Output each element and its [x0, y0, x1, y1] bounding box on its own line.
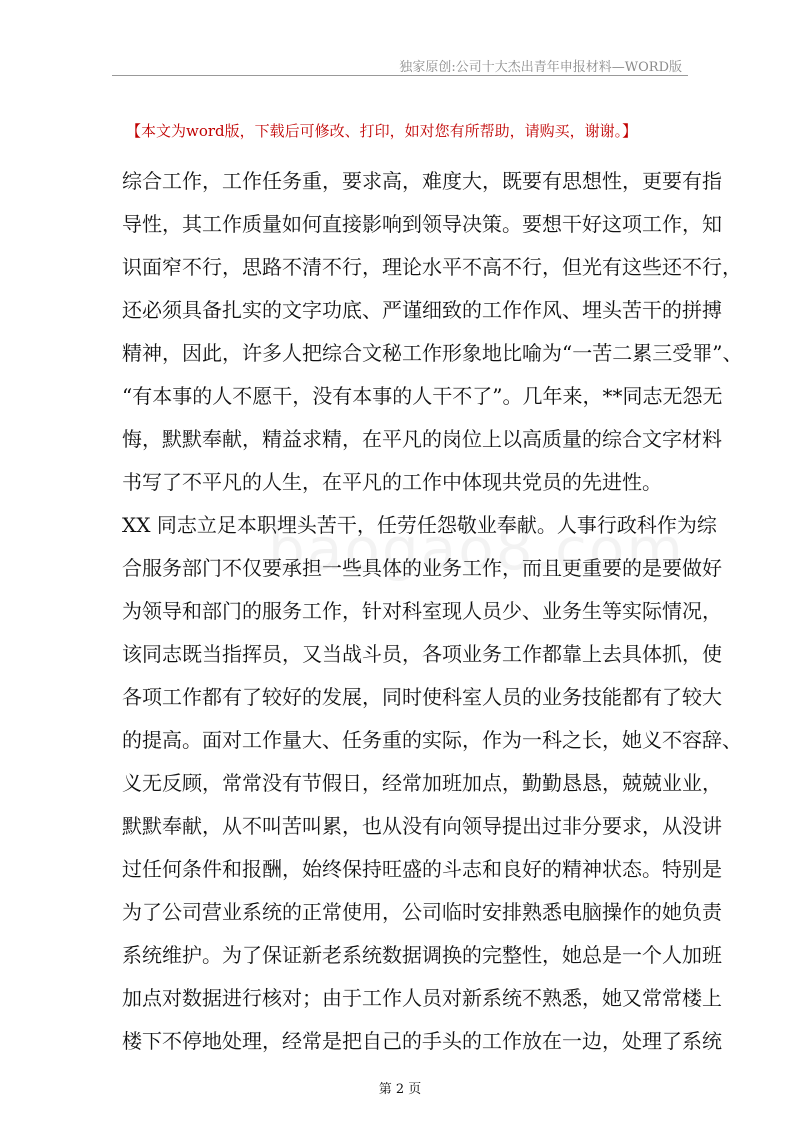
header-divider: [112, 75, 688, 76]
text-line: 识面窄不行，思路不清不行，理论水平不高不行，但光有这些还不行，: [122, 255, 742, 279]
text-line: 精神，因此，许多人把综合文秘工作形象地比喻为“一苦二累三受罪”、: [122, 341, 743, 365]
text-line: XX 同志立足本职埋头苦干，任劳任怨敬业奉献。人事行政科作为综: [122, 513, 717, 537]
text-line: 导性，其工作质量如何直接影响到领导决策。要想干好这项工作，知: [122, 212, 722, 236]
text-line: 加点对数据进行核对；由于工作人员对新系统不熟悉，她又常常楼上: [122, 986, 722, 1010]
purchase-notice: 【本文为word版，下载后可修改、打印，如对您有所帮助，请购买，谢谢。】: [126, 122, 638, 140]
text-line: 默默奉献，从不叫苦叫累，也从没有向领导提出过非分要求，从没讲: [122, 814, 722, 838]
paragraph-2: [122, 504, 742, 1063]
text-line: 合服务部门不仅要承担一些具体的业务工作，而且更重要的是要做好: [122, 556, 722, 580]
text-line: 综合工作，工作任务重，要求高，难度大，既要有思想性，更要有指: [122, 169, 722, 193]
text-line: 义无反顾，常常没有节假日，经常加班加点，勤勤恳恳，兢兢业业，: [122, 771, 722, 795]
text-line: 系统维护。为了保证新老系统数据调换的完整性，她总是一个人加班: [122, 943, 722, 967]
text-line: 该同志既当指挥员，又当战斗员，各项业务工作都靠上去具体抓，使: [122, 642, 722, 666]
text-line: 的提高。面对工作量大、任务重的实际，作为一科之长，她义不容辞、: [122, 728, 742, 752]
text-line: 过任何条件和报酬，始终保持旺盛的斗志和良好的精神状态。特别是: [122, 857, 722, 881]
text-line: 还必须具备扎实的文字功底、严谨细致的工作作风、埋头苦干的拼搏: [122, 298, 722, 322]
paragraph-1: [122, 160, 743, 504]
text-line: 书写了不平凡的人生，在平凡的工作中体现共党员的先进性。: [122, 470, 662, 494]
text-line: 各项工作都有了较好的发展，同时使科室人员的业务技能都有了较大: [122, 685, 722, 709]
document-body: [122, 160, 743, 1063]
text-line: 为领导和部门的服务工作，针对科室现人员少、业务生等实际情况，: [122, 599, 722, 623]
text-line: 悔，默默奉献，精益求精，在平凡的岗位上以高质量的综合文字材料: [122, 427, 722, 451]
text-line: “有本事的人不愿干，没有本事的人干不了”。几年来，**同志无怨无: [122, 384, 723, 408]
page-number: 第 2 页: [378, 1082, 422, 1097]
text-line: 为了公司营业系统的正常使用，公司临时安排熟悉电脑操作的她负责: [122, 900, 722, 924]
text-line: 楼下不停地处理，经常是把自己的手头的工作放在一边，处理了系统: [122, 1029, 722, 1053]
document-header-title: 独家原创:公司十大杰出青年申报材料—WORD版: [399, 60, 682, 75]
